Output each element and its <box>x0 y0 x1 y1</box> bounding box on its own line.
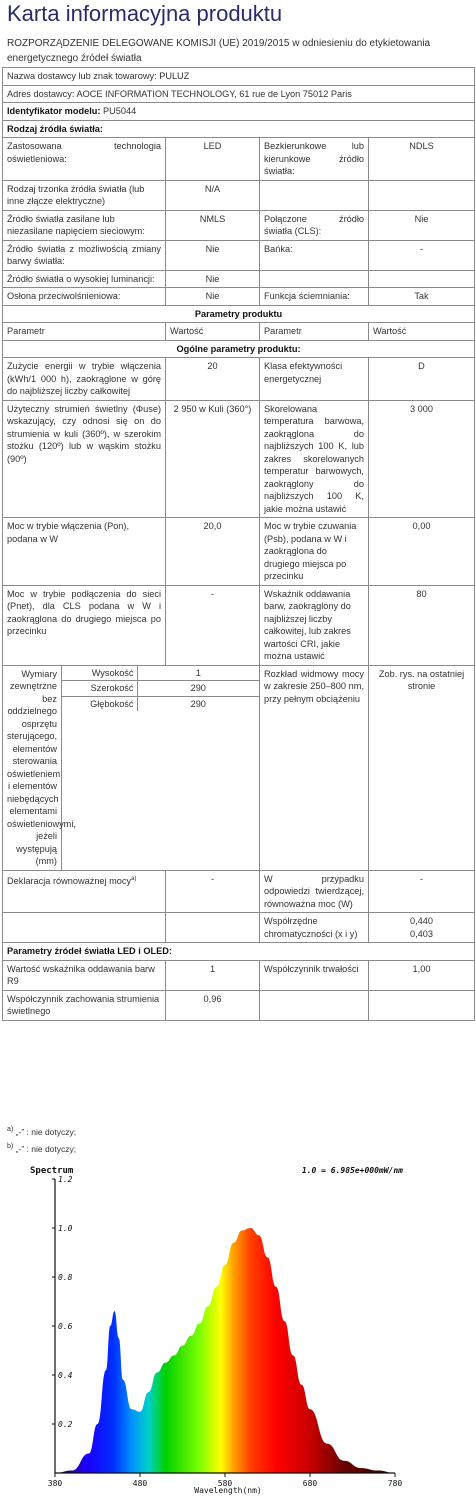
dimensions-label: Wymiary zewnętrzne bez oddzielnego osprzętu sterującego, elementów sterowania oświetleniem i elementów niebędących elementami oświetleniowymi, jeżeli występują (mm) <box>3 666 62 870</box>
led-params-heading: Parametry źródeł światła LED i OLED: <box>3 943 475 961</box>
param-value: 3 000 <box>369 400 475 518</box>
page-title: Karta informacyjna produktu <box>7 1 283 26</box>
footnote-mark: a) <box>131 875 137 882</box>
type-value-2: - <box>369 240 475 270</box>
type-value-1: LED <box>166 138 260 181</box>
footnote <box>7 1139 76 1156</box>
type-label-2: Funkcja ściemniania: <box>260 288 369 306</box>
chroma-x: 0,440 <box>410 916 433 926</box>
footnote-text: „-” : nie dotyczy; <box>15 1126 77 1137</box>
y-tick-label: 1.0 <box>58 1224 73 1233</box>
x-tick-label: 480 <box>132 1479 148 1488</box>
param-label: W przypadku odpowiedzi twierdzącej, równoważna moc (W) <box>260 870 369 913</box>
product-info-table <box>2 67 475 1021</box>
type-value-1: Nie <box>166 240 260 270</box>
x-tick-label: 680 <box>302 1479 318 1488</box>
source-type-heading: Rodzaj źródła światła: <box>3 120 475 138</box>
param-label: Współrzędne chromatyczności (x i y) <box>260 913 369 943</box>
type-label-1: Źródło światła zasilane lub niezasilane napięciem sieciowym: <box>3 210 166 240</box>
supplier-value: PULUZ <box>159 71 190 81</box>
param-value: - <box>166 585 260 665</box>
type-value-1: N/A <box>166 180 260 210</box>
param-label <box>3 870 166 913</box>
param-label: Współczynnik trwałości <box>260 960 369 990</box>
param-label: Użyteczny strumień świetlny (Φuse) wskazujący, czy odnosi się on do strumienia w kuli (360º), w szerokim stożku (120º) lub w wąskim stożku (90º) <box>3 400 166 518</box>
supplier-label: Nazwa dostawcy lub znak towarowy: <box>7 71 157 81</box>
param-label: Zużycie energii w trybie włączenia (kWh/1 000 h), zaokrąglone w górę do najbliższej liczby całkowitej <box>3 358 166 401</box>
param-value: 2 950 w Kuli (360°) <box>166 400 260 518</box>
empty-cell <box>3 913 166 943</box>
dimension-name: Szerokość <box>62 681 137 697</box>
dimension-value: 1 <box>137 666 259 681</box>
model-label: Identyfikator modelu: <box>7 106 101 116</box>
param-label: Moc w trybie podłączenia do sieci (Pnet), dla CLS podana w W i zaokrąglona do drugiego miejsca po przecinku <box>3 585 166 665</box>
footnote-mark: b) <box>7 1141 14 1150</box>
type-value-2: Nie <box>369 210 475 240</box>
address-label: Adres dostawcy: <box>7 88 75 99</box>
param-label: Rozkład widmowy mocy w zakresie 250–800 nm, przy pełnym obciążeniu <box>260 665 369 870</box>
param-label: Klasa efektywności energetycznej <box>260 358 369 401</box>
dimensions-cell <box>3 665 260 870</box>
chart-title: Spectrum <box>30 1166 74 1176</box>
dimensions-table <box>62 666 259 712</box>
footnotes <box>7 1122 76 1156</box>
col-header-param: Parametr <box>3 323 166 341</box>
dimension-name: Wysokość <box>62 666 137 681</box>
param-value: Zob. rys. na ostatniej stronie <box>369 665 475 870</box>
param-label: Współczynnik zachowania strumienia świetlnego <box>3 990 166 1020</box>
chart-annotation: 1.0 = 6.985e+000mW/nm <box>301 1166 403 1175</box>
equiv-power-label: Deklaracja równoważnej mocy <box>7 875 132 886</box>
x-axis-label: Wavelength(nm) <box>194 1486 262 1495</box>
footnote-text: „-” : nie dotyczy; <box>15 1143 77 1154</box>
product-params-heading: Parametry produktu <box>3 305 475 323</box>
y-tick-label: 0.8 <box>58 1273 73 1282</box>
param-label: Moc w trybie włączenia (Pon), podana w W <box>3 518 166 586</box>
footnote-mark: a) <box>7 1125 14 1133</box>
type-value-1: Nie <box>166 288 260 306</box>
type-label-2 <box>260 180 369 210</box>
param-label: Wskaźnik oddawania barw, zaokrąglony do najbliższej liczby całkowitej, lub zakres wartości CRI, jakie można ustawić <box>260 585 369 665</box>
x-tick-label: 580 <box>217 1479 233 1488</box>
type-label-1: Zastosowana technologia oświetleniowa: <box>3 138 166 181</box>
type-label-1: Osłona przeciwolśnieniowa: <box>3 288 166 306</box>
dimension-value: 290 <box>137 681 259 697</box>
col-header-param: Parametr <box>260 323 369 341</box>
footnote <box>7 1122 76 1139</box>
type-value-1: Nie <box>166 270 260 288</box>
type-label-1: Źródło światła z możliwością zmiany barwy światła: <box>3 240 166 270</box>
type-label-1: Źródło światła o wysokiej luminancji: <box>3 270 166 288</box>
param-value: 0,00 <box>369 518 475 586</box>
type-label-2: Połączone źródło światła (CLS): <box>260 210 369 240</box>
general-params-heading: Ogólne parametry produktu: <box>3 340 475 358</box>
param-label: Skorelowana temperatura barwowa, zaokrąglona do najbliższych 100 K, lub zakres skorelowanych temperatur barwowych, zaokrąglony do najbliższych 100 K, jakie można ustawić <box>260 400 369 518</box>
supplier-row <box>3 68 475 86</box>
type-value-2: Tak <box>369 288 475 306</box>
param-value: 20 <box>166 358 260 401</box>
col-header-value: Wartość <box>166 323 260 341</box>
dimension-name: Głębokość <box>62 696 137 711</box>
type-value-2 <box>369 270 475 288</box>
y-tick-label: 0.6 <box>58 1322 73 1331</box>
type-value-1: NMLS <box>166 210 260 240</box>
type-label-2 <box>260 270 369 288</box>
param-value: D <box>369 358 475 401</box>
model-value: PU5044 <box>102 106 137 116</box>
y-tick-label: 0.2 <box>58 1420 73 1429</box>
param-value: 80 <box>369 585 475 665</box>
param-value: 20,0 <box>166 518 260 586</box>
x-tick-label: 780 <box>387 1479 403 1488</box>
y-tick-label: 1.2 <box>58 1175 73 1184</box>
param-value: - <box>166 870 260 913</box>
x-tick-label: 380 <box>47 1479 63 1488</box>
param-value: 1 <box>166 960 260 990</box>
y-tick-label: 0.4 <box>58 1371 73 1380</box>
param-value: 1,00 <box>369 960 475 990</box>
type-label-2: Bańka: <box>260 240 369 270</box>
param-label: Moc w trybie czuwania (Psb), podana w W i zaokrąglona do drugiego miejsca po przecinku <box>260 518 369 586</box>
address-row <box>3 85 475 103</box>
type-value-2 <box>369 180 475 210</box>
dimension-value: 290 <box>137 696 259 711</box>
param-value <box>369 990 475 1020</box>
type-label-1: Rodzaj trzonka źródła światła (lub inne złącze elektryczne) <box>3 180 166 210</box>
param-label: Wartość wskaźnika oddawania barw R9 <box>3 960 166 990</box>
chroma-y: 0,403 <box>410 928 433 939</box>
param-value: - <box>369 870 475 913</box>
empty-cell <box>166 913 260 943</box>
model-row <box>3 103 475 121</box>
spectrum-chart <box>28 1163 411 1495</box>
param-label <box>260 990 369 1020</box>
type-value-2: NDLS <box>369 138 475 181</box>
col-header-value: Wartość <box>369 323 475 341</box>
address-value: AOCE INFORMATION TECHNOLOGY, 61 rue de Lyon 75012 Paris <box>76 88 352 99</box>
param-value <box>369 913 475 943</box>
type-label-2: Bezkierunkowe lub kierunkowe źródło światła: <box>260 138 369 181</box>
param-value: 0,96 <box>166 990 260 1020</box>
regulation-text: ROZPORZĄDZENIE DELEGOWANE KOMISJI (UE) 2019/2015 w odniesieniu do etykietowania energetycznego źródeł światła <box>7 38 431 64</box>
